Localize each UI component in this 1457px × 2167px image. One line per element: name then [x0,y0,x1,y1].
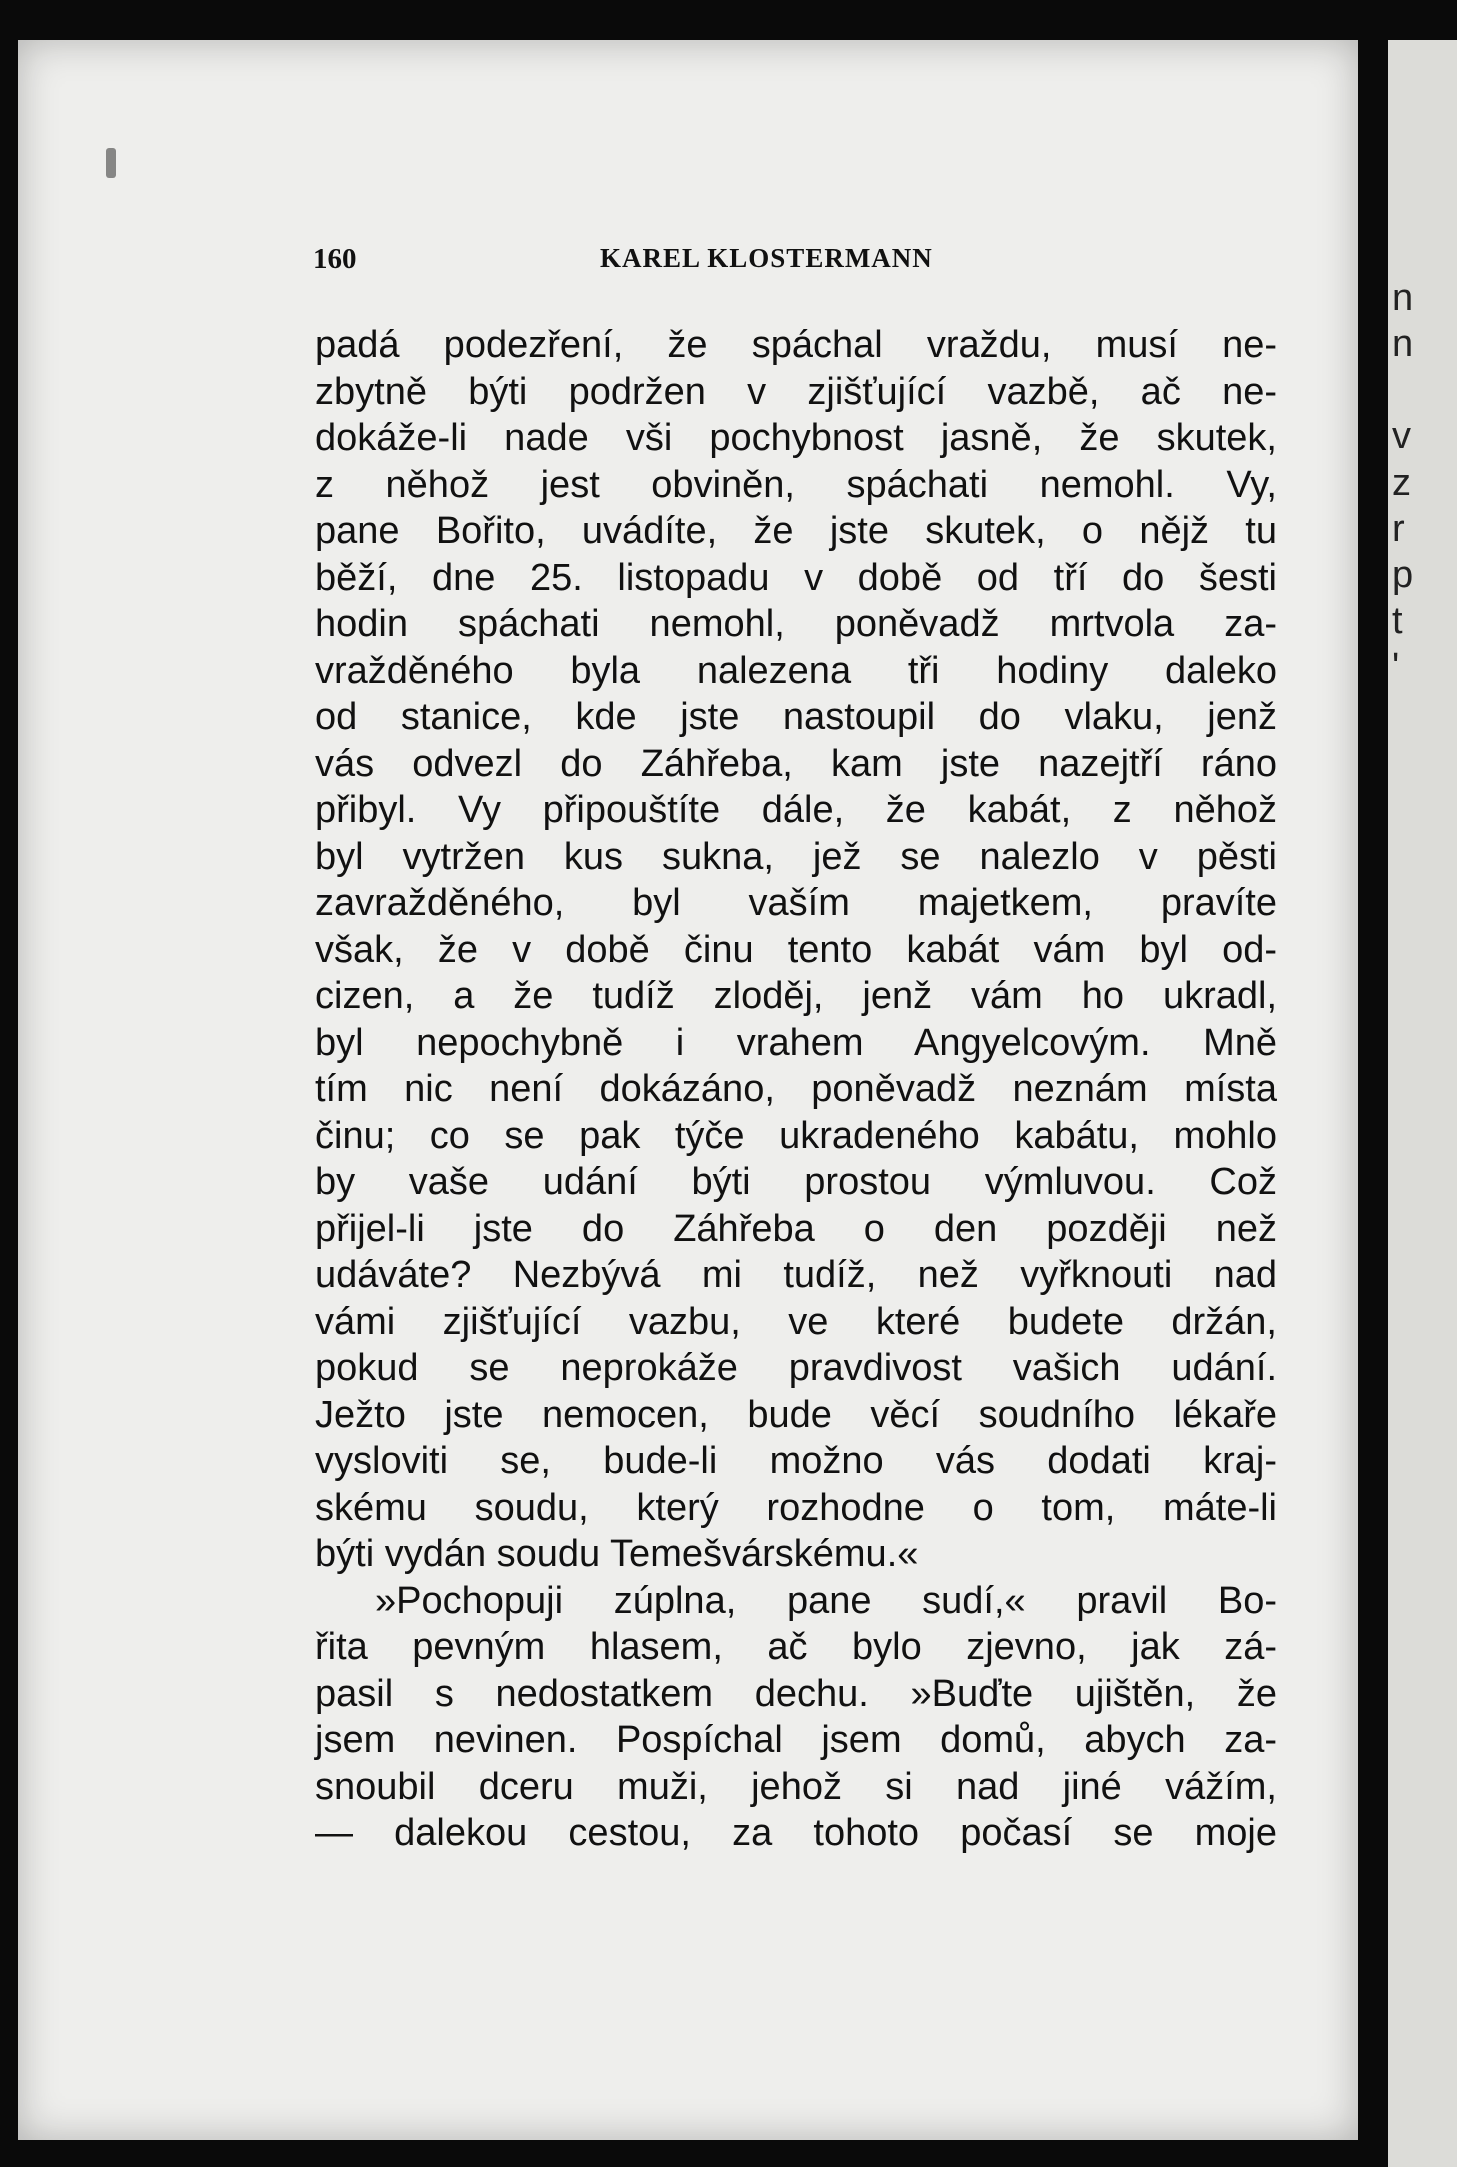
adjacent-page-edge [1388,40,1457,2167]
text-line: »Pochopuji zúplna, pane sudí,« pravil Bo- [375,1579,1277,1622]
text-line: přibyl. Vy připouštíte dále, že kabát, z něhož [315,789,1277,831]
text-line: tím nic není dokázáno, poněvadž neznám místa [315,1068,1277,1110]
body-text [315,322,1277,1857]
text-line: činu; co se pak týče ukradeného kabátu, mohlo [315,1114,1277,1157]
text-line: hodin spáchati nemohl, poněvadž mrtvola za- [315,603,1277,645]
text-line: od stanice, kde jste nastoupil do vlaku, jenž [315,696,1277,738]
text-line: býti vydán soudu Temešvárskému.« [315,1533,919,1575]
text-line: běží, dne 25. listopadu v době od tří do šesti [315,556,1277,599]
text-line: udáváte? Nezbývá mi tudíž, než vyřknouti nad [315,1254,1277,1296]
text-line: — dalekou cestou, za tohoto počasí se moje [315,1812,1277,1854]
text-line: dokáže-li nade vši pochybnost jasně, že skutek, [315,417,1277,459]
text-line: Ježto jste nemocen, bude věcí soudního lékaře [315,1393,1277,1436]
adjacent-page-letter: ' [1392,646,1400,688]
text-line: byl nepochybně i vrahem Angyelcovým. Mně [315,1021,1277,1064]
text-line: pasil s nedostatkem dechu. »Buďte ujištěn, že [315,1672,1277,1715]
text-line: však, že v době činu tento kabát vám byl od- [315,928,1277,971]
text-line: byl vytržen kus sukna, jež se nalezlo v pěsti [315,835,1277,878]
adjacent-page-letter: p [1392,554,1414,596]
running-head: KAREL KLOSTERMANN [600,243,933,273]
text-line: přijel-li jste do Záhřeba o den později než [315,1207,1277,1250]
adjacent-page-letter: n [1392,277,1414,319]
text-line: zavražděného, byl vaším majetkem, pravíte [315,882,1277,924]
adjacent-page-letter: n [1392,323,1414,365]
text-line: pane Bořito, uvádíte, že jste skutek, o nějž tu [315,510,1277,552]
text-line: skému soudu, který rozhodne o tom, máte-li [315,1486,1277,1529]
text-line: vysloviti se, bude-li možno vás dodati kraj- [315,1440,1277,1482]
text-line: vás odvezl do Záhřeba, kam jste nazejtří ráno [315,742,1277,785]
adjacent-page-letter: v [1392,415,1411,457]
text-line: pokud se neprokáže pravdivost vašich udání. [315,1347,1277,1389]
text-line: jsem nevinen. Pospíchal jsem domů, abych za- [315,1719,1277,1761]
text-line: cizen, a že tudíž zloděj, jenž vám ho ukradl, [315,975,1277,1017]
margin-blemish [106,148,116,178]
text-line: zbytně býti podržen v zjišťující vazbě, ač ne- [315,370,1277,413]
adjacent-page-letter: r [1392,508,1405,550]
text-line: snoubil dceru muži, jehož si nad jiné vážím, [315,1765,1277,1808]
text-line: padá podezření, že spáchal vraždu, musí ne- [315,324,1277,366]
text-line: vámi zjišťující vazbu, ve které budete držán, [315,1300,1277,1343]
page-header [295,243,1275,283]
adjacent-page-letter: t [1392,600,1403,642]
text-line: řita pevným hlasem, ač bylo zjevno, jak zá- [315,1626,1277,1668]
adjacent-page-letter: z [1392,462,1411,504]
text-line: vražděného byla nalezena tři hodiny daleko [315,649,1277,692]
text-line: by vaše udání býti prostou výmluvou. Což [315,1161,1277,1203]
text-line: z něhož jest obviněn, spáchati nemohl. Vy, [315,463,1277,506]
page-number: 160 [313,243,357,275]
